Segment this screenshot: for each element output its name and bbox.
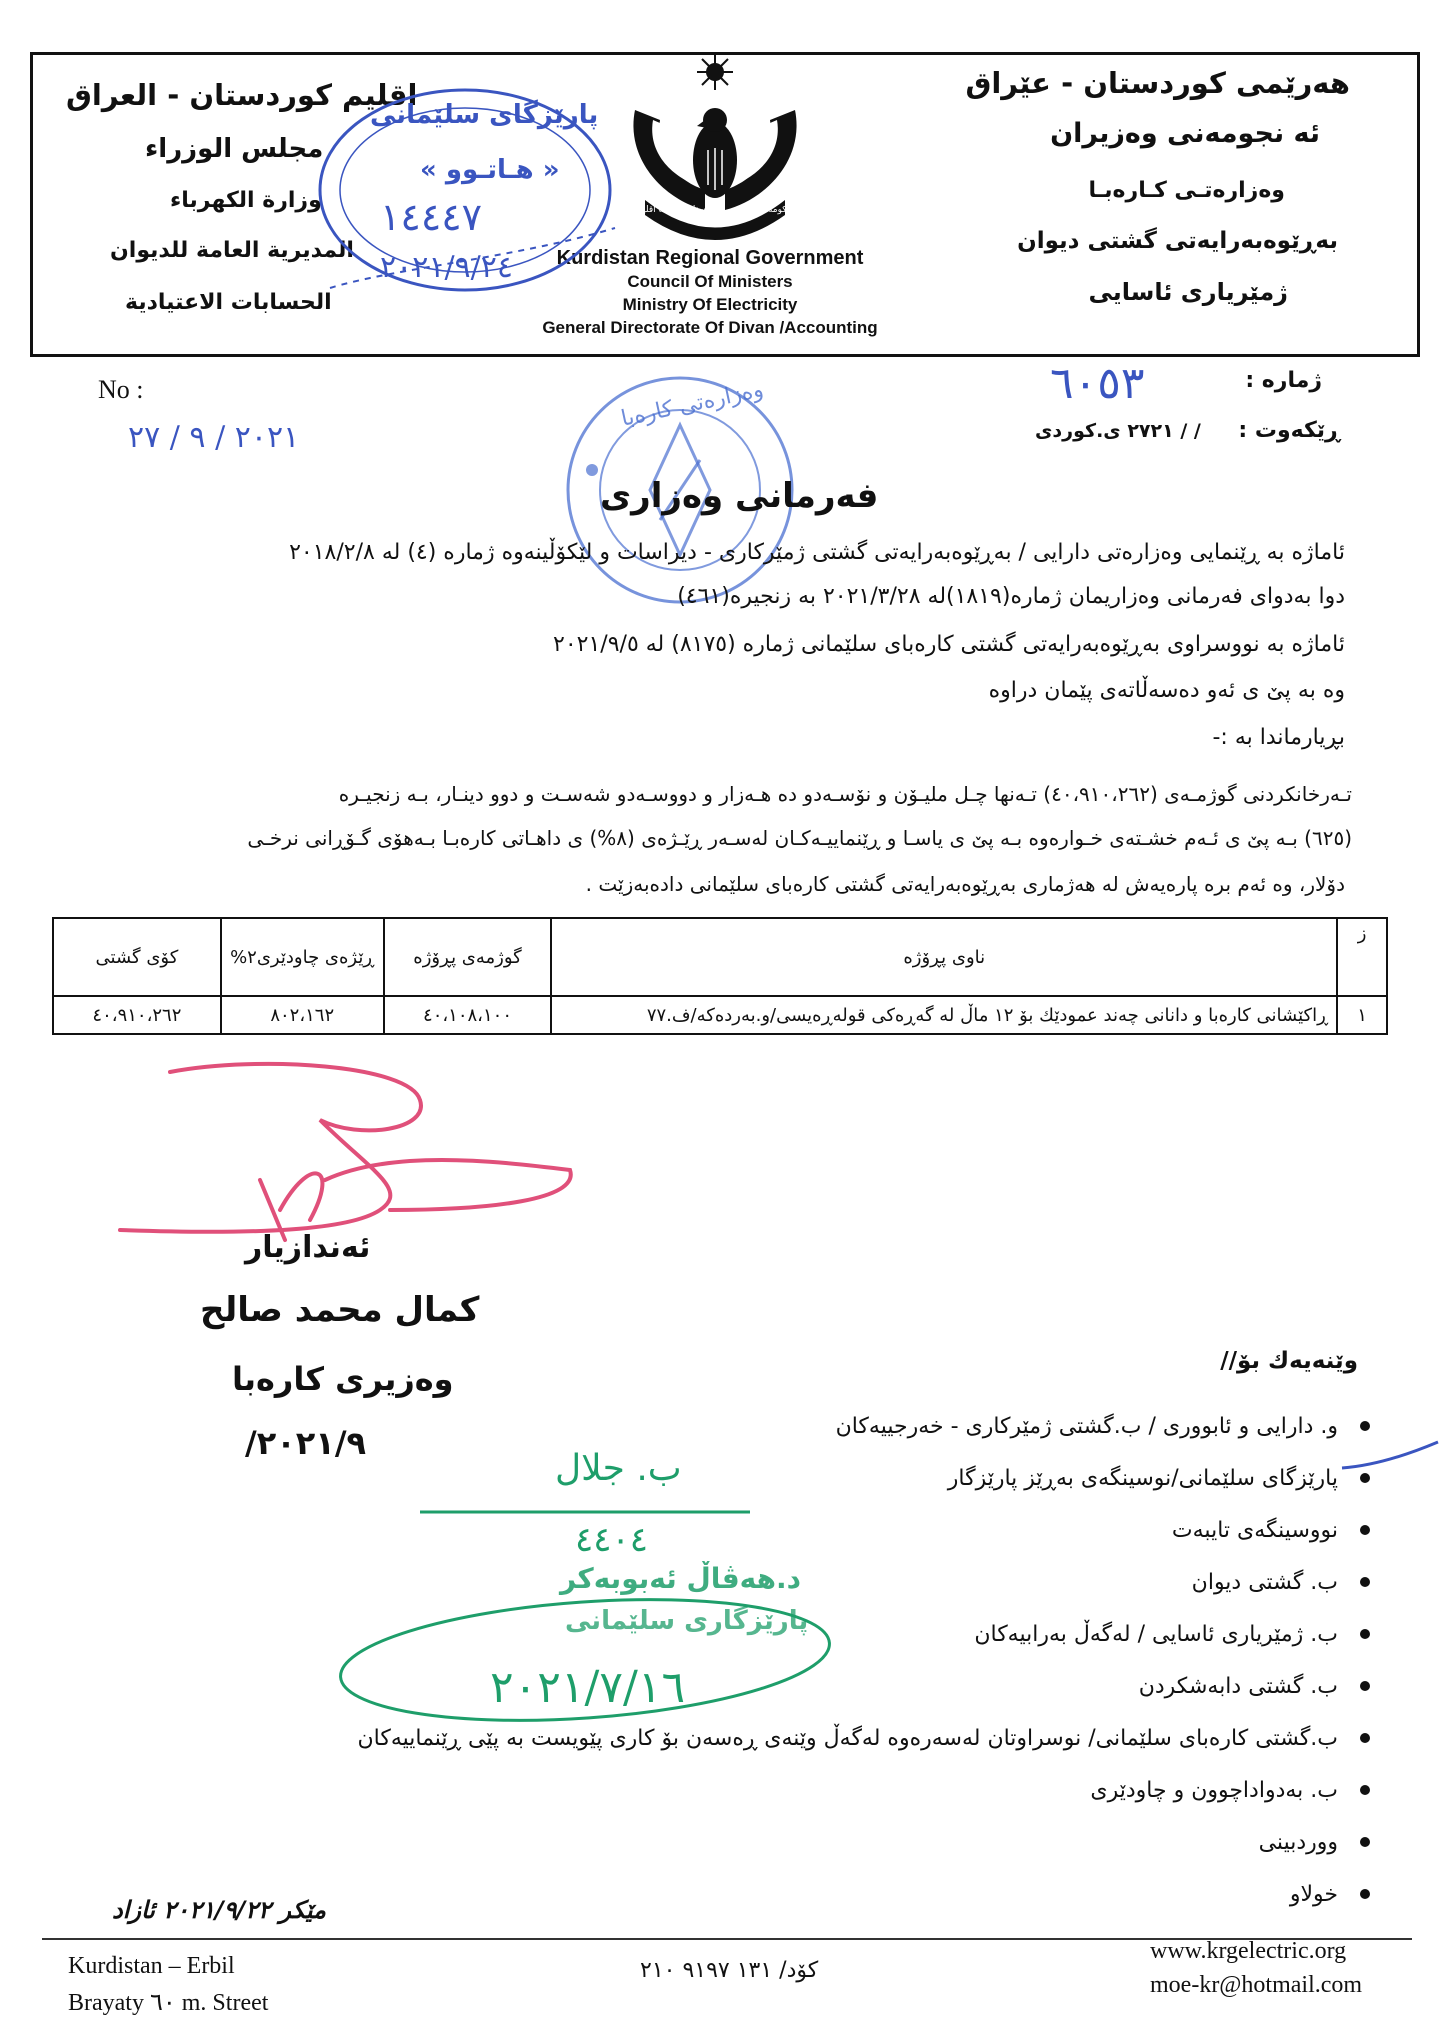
body-line-6: تـەرخانکردنی گوژمـەی (٤٠،٩١٠،٢٦٢) تـەنها چـل ملیـۆن و نۆسـەدو دە هـەزار و دووسـەدو شەسـت و دوو دینـار، بـە زنجیـرە <box>338 782 1352 806</box>
list-item: ب. گشتی دابەشکردن <box>330 1660 1370 1712</box>
bullet-icon <box>1360 1577 1370 1587</box>
header-region-ar: اقليم كوردستان - العراق <box>66 78 418 112</box>
table-header-project-amount: گوژمەی پڕۆژە <box>384 918 552 996</box>
received-stamp-number: ١٤٤٤٧ <box>380 195 483 239</box>
emblem-ring-text: حکومەتی هەرێمی کوردستان حکومة اقليم كوردستان <box>637 205 793 225</box>
no-label: No : <box>98 375 144 404</box>
header-ministry-ku: وەزارەتـی کـارەبـا <box>1088 178 1285 203</box>
number-value: ٦٠٥٣ <box>1050 358 1145 409</box>
bullet-icon <box>1360 1629 1370 1639</box>
table-header-supervision-rate: ڕێژەی چاودێری٢% <box>221 918 384 996</box>
body-line-2: دوا بەدوای فەرمانی وەزاریمان ژمارە(١٨١٩)لە ٢٠٢١/٣/٢٨ بە زنجیرە(٤٦١) <box>677 584 1345 609</box>
document-title: فەرمانی وەزاری <box>600 476 879 516</box>
bullet-icon <box>1360 1837 1370 1847</box>
footer-email-link[interactable]: moe-kr@hotmail.com <box>1150 1972 1363 1998</box>
header-council-ar: مجلس الوزراء <box>145 134 324 164</box>
date-value: / / ٢٧٢١ ی.کوردی <box>1035 420 1201 442</box>
copies-heading: وێنەیەك بۆ// <box>1220 1348 1358 1374</box>
footer-address-1: Kurdistan – Erbil <box>68 1953 235 1979</box>
signatory-name: کمال محمد صالح <box>200 1290 480 1330</box>
list-item: نووسینگەی تایبەت <box>330 1504 1370 1556</box>
received-stamp-date: ٢٠٢١/٩/٢٤ <box>380 250 514 285</box>
list-item: ب. بەدواداچوون و چاودێری <box>330 1764 1370 1816</box>
body-line-8: دۆلار، وە ئەم برە پارەیەش لە هەژماری بەڕێوەبەرایەتی گشتی کارەبای سلێمانی دادەبەزێت . <box>585 872 1345 896</box>
list-item: خولاو <box>330 1868 1370 1920</box>
annotation-line-1: ب. جلال <box>555 1448 682 1489</box>
bullet-icon <box>1360 1785 1370 1795</box>
body-line-1: ئاماژە بە ڕێنمایی وەزارەتی دارایی / بەڕێوەبەرایەتی گشتی ژمێرکاری - دیراسات و لێکۆڵینەوە ژمارە (٤) لە ٢٠١٨/٢/٨ <box>289 540 1345 565</box>
header-council-en: Council Of Ministers <box>627 272 793 291</box>
project-table <box>52 917 1388 1035</box>
body-line-5: بڕیارماندا بە :- <box>1212 725 1345 750</box>
annotation-line-3: د.هەڤاڵ ئەبوبەکر <box>560 1562 802 1595</box>
bullet-icon <box>1360 1733 1370 1743</box>
header-directorate-en: General Directorate Of Divan /Accounting <box>542 318 878 337</box>
header-council-ku: ئە نجومەنی وەزیران <box>1050 118 1320 149</box>
header-directorate-ar: المديرية العامة للديوان <box>110 238 354 263</box>
table-header-project-name: ناوی پڕۆژە <box>551 918 1337 996</box>
table-cell-project-name: ڕاکێشانی کارەبا و دانانی چەند عمودێك بۆ ١٢ ماڵ لە گەڕەکی قولەڕەیسی/و.بەردەکە/ف.٧٧ <box>551 996 1337 1034</box>
annotation-date: ٢٠٢١/٧/١٦ <box>490 1662 686 1713</box>
table-header-index: ز <box>1337 918 1387 996</box>
table-cell-index: ١ <box>1337 996 1387 1034</box>
table-header-row <box>53 918 1387 996</box>
bullet-icon <box>1360 1525 1370 1535</box>
handwritten-no-date: ٢٠٢١ / ٩ / ٢٧ <box>128 420 300 455</box>
bullet-icon <box>1360 1681 1370 1691</box>
footer-website-link[interactable]: www.krgelectric.org <box>1150 1938 1347 1964</box>
annotation-line-2: ٤٤٠٤ <box>575 1520 649 1560</box>
header-directorate-ku: بەڕێوەبەرایەتی گشتی دیوان <box>1017 228 1338 254</box>
table-cell-project-amount: ٤٠،١٠٨،١٠٠ <box>384 996 552 1034</box>
list-item: پارێزگای سلێمانی/نوسینگەی بەڕێز پارێزگار <box>330 1452 1370 1504</box>
body-line-7: (٦٢٥) بـە پێ ی ئـەم خشـتەی خـوارەوە بـە پێ ی یاسـا و ڕێنماییـەکـان لەسـەر ڕێـژەی (٨%) ی داهـاتی کارەبـا بـەهۆی گـۆڕانی نرخـی <box>247 826 1352 850</box>
pen-stroke-icon <box>1340 1438 1440 1478</box>
header-region-ku: هەرێمی کوردستان - عێراق <box>965 66 1350 100</box>
list-item: ووردبینی <box>330 1816 1370 1868</box>
header-accounting-ku: ژمێریاری ئاسایی <box>1088 278 1288 306</box>
header-accounting-ar: الحسابات الاعتيادية <box>125 290 332 315</box>
header-gov-en: Kurdistan Regional Government <box>556 247 864 269</box>
received-stamp-subtitle: « هـاتـوو » <box>420 155 560 185</box>
body-line-4: وە بە پێ ی ئەو دەسەڵاتەی پێمان دراوە <box>988 678 1345 703</box>
number-label: ژمارە : <box>1245 368 1322 393</box>
date-label: ڕێکەوت : <box>1238 418 1340 443</box>
footer-address-2: Brayaty ٦٠ m. Street <box>68 1990 269 2016</box>
table-cell-total: ٤٠،٩١٠،٢٦٢ <box>53 996 221 1034</box>
bullet-icon <box>1360 1889 1370 1899</box>
header-ministry-ar: وزارة الكهرباء <box>170 188 322 213</box>
bullet-icon <box>1360 1421 1370 1431</box>
footer-code: کۆد/ ١٣١ ٩١٩٧ ٢١٠ <box>640 1958 819 1983</box>
list-item: و. دارایی و ئابووری / ب.گشتی ژمێرکاری - خەرجییەکان <box>330 1400 1370 1452</box>
list-item: ب.گشتی کارەبای سلێمانی/ نوسراوتان لەسەرەوە لەگەڵ وێنەی ڕەسەن بۆ کاری پێویست بە پێی ڕێنماییەکان <box>330 1712 1370 1764</box>
table-header-total: کۆی گشتی <box>53 918 221 996</box>
annotation-line-4: پارێزگاری سلێمانی <box>565 1606 809 1636</box>
table-row <box>53 996 1387 1034</box>
body-line-3: ئاماژە بە نووسراوی بەڕێوەبەرایەتی گشتی کارەبای سلێمانی ژمارە (٨١٧٥) لە ٢٠٢١/٩/٥ <box>553 632 1345 657</box>
signatory-role: ئەندازیار <box>245 1230 371 1265</box>
header-ministry-en: Ministry Of Electricity <box>622 295 798 314</box>
typist-line: مێکر ٢٠٢١/٩/٢٢ ئازاد <box>112 1896 327 1924</box>
signature-date: ٢٠٢١/٩/ <box>245 1424 367 1462</box>
ministry-stamp-ring-text: وەزارەتی کارەبا <box>618 377 766 432</box>
table-cell-supervision: ٨٠٢،١٦٢ <box>221 996 384 1034</box>
signatory-position: وەزیری کارەبا <box>232 1360 454 1398</box>
received-stamp-title: پارێزگای سلێمانی <box>370 100 599 130</box>
list-item: ب. گشتی دیوان <box>330 1556 1370 1608</box>
list-item: ب. ژمێریاری ئاسایی / لەگەڵ بەرابیەکان <box>330 1608 1370 1660</box>
